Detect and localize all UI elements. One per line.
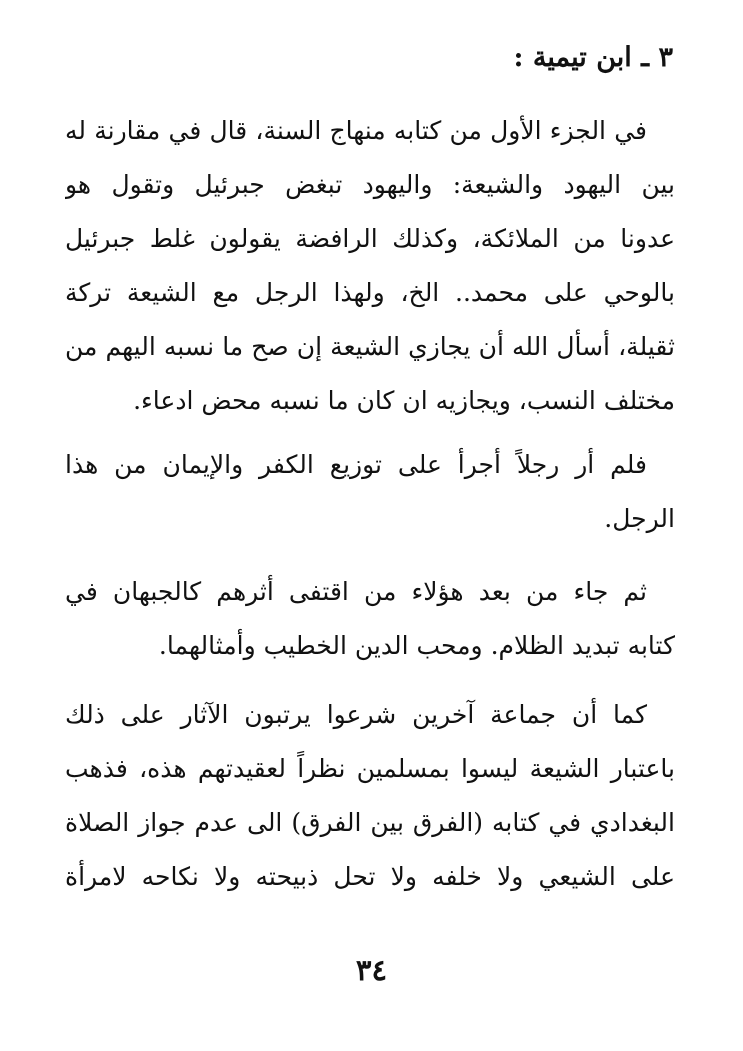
text-line: ثقيلة، أسأل الله أن يجازي الشيعة إن صح ما نسبه اليهم من	[65, 332, 675, 361]
text-line: في الجزء الأول من كتابه منهاج السنة، قال في مقارنة له	[65, 116, 647, 145]
paragraph-commentary	[65, 438, 675, 546]
text-line: ثم جاء من بعد هؤلاء من اقتفى أثرهم كالجبهان في	[65, 577, 647, 606]
paragraph-ibn-taymiyya	[65, 104, 675, 428]
text-line: بين اليهود والشيعة: واليهود تبغض جبرئيل وتقول هو	[65, 170, 675, 199]
section-heading: ٣ ـ ابن تيمية :	[513, 42, 673, 73]
text-line: البغدادي في كتابه (الفرق بين الفرق) الى عدم جواز الصلاة	[65, 808, 675, 837]
text-line: مختلف النسب، ويجازيه ان كان ما نسبه محض ادعاء.	[133, 386, 675, 415]
paragraph-followers	[65, 565, 675, 673]
text-line: على الشيعي ولا خلفه ولا تحل ذبيحته ولا نكاحه لامرأة	[65, 862, 675, 891]
text-line: كما أن جماعة آخرين شرعوا يرتبون الآثار على ذلك	[65, 700, 647, 729]
page-number: ٣٤	[355, 953, 388, 987]
text-line: بالوحي على محمد.. الخ، ولهذا الرجل مع الشيعة تركة	[65, 278, 675, 307]
text-line: فلم أر رجلاً أجرأ على توزيع الكفر والإيمان من هذا	[65, 450, 647, 479]
text-line: كتابه تبديد الظلام. ومحب الدين الخطيب وأمثالهما.	[158, 631, 675, 660]
paragraph-consequences	[65, 688, 675, 904]
text-line: الرجل.	[604, 504, 675, 533]
text-line: باعتبار الشيعة ليسوا بمسلمين نظراً لعقيدتهم هذه، فذهب	[65, 754, 675, 783]
text-line: عدونا من الملائكة، وكذلك الرافضة يقولون غلط جبرئيل	[65, 224, 675, 253]
